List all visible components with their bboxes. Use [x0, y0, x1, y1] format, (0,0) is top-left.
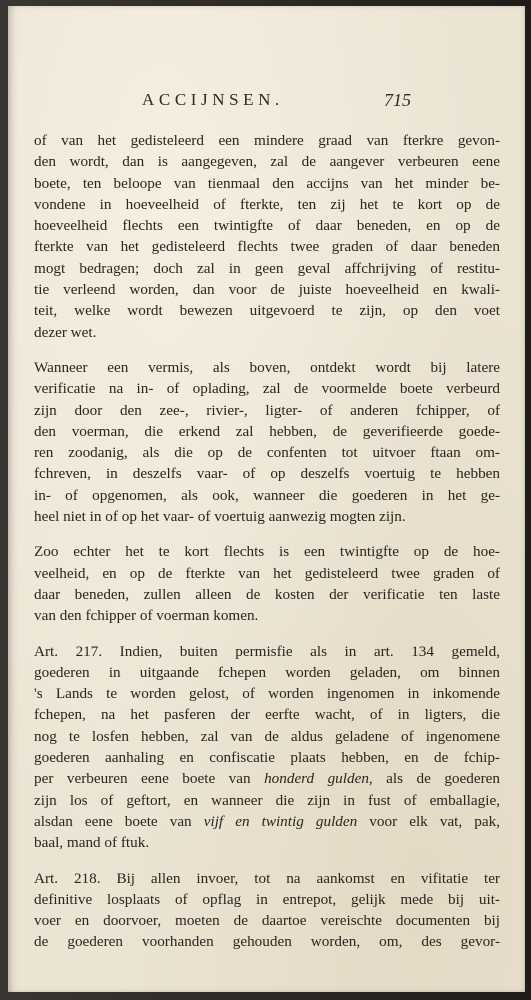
text-segment: alsdan eene boete van [34, 812, 192, 830]
paragraph-gap [34, 527, 500, 541]
body-text [34, 130, 500, 953]
text-line: boete, ten beloope van tienmaal den accijns van het minder be- [34, 174, 500, 192]
paragraph [34, 130, 500, 343]
page-header [8, 86, 525, 116]
text-line: voer en doorvoer, moeten de daartoe vereischte documenten bij [34, 912, 500, 930]
text-line-mixed [34, 811, 500, 832]
text-line: goederen aanhaling en confiscatie plaats hebben, en de fchip- [34, 749, 500, 767]
text-line: baal, mand of ftuk. [34, 834, 150, 852]
text-line: 's Lands te worden gelost, of worden ingenomen in inkomende [34, 685, 500, 703]
text-segment: per verbeuren eene boete van [34, 770, 251, 788]
text-line: fchepen, na het pasferen der eerfte wacht, of in ligters, die [34, 706, 500, 724]
text-line: Art. 217. Indien, buiten permisfie als in art. 134 gemeld, [34, 642, 500, 660]
text-line: van den fchipper of voerman komen. [34, 607, 259, 625]
text-line: de goederen voorhanden gehouden worden, om, des gevor- [34, 933, 500, 951]
page-number: 715 [384, 90, 411, 110]
text-line: tie verleend worden, dan voor de juiste hoeveelheid en kwali- [34, 281, 500, 299]
text-segment: voor elk vat, pak, [357, 812, 500, 830]
paragraph-art-217 [34, 641, 500, 854]
text-line: den voerman, die erkend zal hebben, de geverifieerde goede- [34, 422, 500, 440]
paragraph [34, 541, 500, 626]
text-line: vondene in hoeveelheid of fterkte, ten zij het te kort op de [34, 195, 500, 213]
text-line: hoeveelheid flechts een twintigfte of daar beneden, en op de [34, 217, 500, 235]
text-line: Art. 218. Bij allen invoer, tot na aankomst en vifitatie ter [34, 869, 500, 887]
paragraph-gap [34, 627, 500, 641]
paragraph [34, 357, 500, 527]
text-line: nog te losfen hebben, zal van de aldus geladene of ingenomene [34, 727, 500, 745]
paragraph-art-218 [34, 868, 500, 953]
text-line: zijn door den zee-, rivier-, ligter- of anderen fchipper, of [34, 401, 500, 419]
text-line: dezer wet. [34, 323, 97, 341]
italic-amount: honderd gulden [264, 770, 369, 788]
text-line: daar beneden, zullen alleen de kosten der verificatie ten laste [34, 585, 500, 603]
text-line: fchreven, in deszelfs vaar- of op deszelfs voertuig te hebben [34, 465, 500, 483]
text-line: goederen in uitgaande fchepen worden geladen, om binnen [34, 663, 500, 681]
italic-amount: vijf en twintig gulden [203, 812, 358, 830]
text-line: verificatie na in- of oplading, zal de voormelde boete verbeurd [34, 380, 500, 398]
text-line: ren zoodanig, als die op de confenten tot uitvoer ftaan om- [34, 444, 500, 462]
paragraph-gap [34, 854, 500, 868]
text-line: mogt bedragen; doch zal in geen geval affchrijving of restitu- [34, 259, 500, 277]
text-line: zijn los of geftort, en wanneer die zijn in fust of emballagie, [34, 791, 500, 809]
text-line: veelheid, en op de fterkte van het gedisteleerd twee graden of [34, 564, 500, 582]
text-line: den wordt, dan is aangegeven, zal de aangever verbeuren eene [34, 153, 500, 171]
book-page [8, 6, 525, 992]
text-line: heel niet in of op het vaar- of voertuig aanwezig mogten zijn. [34, 508, 406, 526]
text-line: definitive losplaats of opflag in entrepot, gelijk mede bij uit- [34, 890, 500, 908]
text-line: in- of opgenomen, als ook, wanneer die goederen in het ge- [34, 486, 500, 504]
text-line: fterkte van het gedisteleerd flechts twee graden of daar beneden [34, 238, 500, 256]
text-line: Zoo echter het te kort flechts is een twintigfte op de hoe- [34, 543, 500, 561]
text-segment: , als de goederen [368, 770, 500, 788]
text-line: of van het gedisteleerd een mindere graad van fterkre gevon- [34, 132, 500, 149]
paragraph-gap [34, 343, 500, 357]
text-line-mixed [34, 768, 500, 789]
running-head: ACCIJNSEN. [142, 90, 284, 109]
text-line: teit, welke wordt bewezen uitgevoerd te zijn, op den voet [34, 302, 500, 320]
text-line: Wanneer een vermis, als boven, ontdekt wordt bij latere [34, 358, 500, 376]
